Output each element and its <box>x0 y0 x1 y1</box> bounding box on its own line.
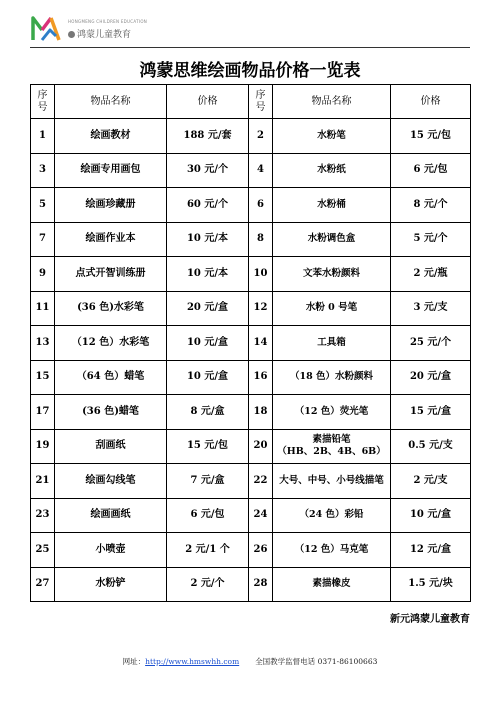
row-number <box>249 429 273 464</box>
item-price-text: 2 元/个 <box>190 578 225 590</box>
row-number-text: 10 <box>253 267 268 279</box>
column-header-price: 价格 <box>167 85 249 119</box>
item-name <box>273 188 391 223</box>
row-number <box>31 429 55 464</box>
table-row <box>31 567 471 602</box>
item-price-text: 2 元/支 <box>413 474 448 486</box>
row-number <box>31 395 55 430</box>
item-price-text: 6 元/包 <box>413 164 448 176</box>
row-number <box>31 533 55 568</box>
row-number <box>249 326 273 361</box>
item-name-text: 大号、中号、小号线描笔 <box>279 474 384 486</box>
item-name <box>273 119 391 154</box>
item-name <box>273 533 391 568</box>
item-name <box>273 395 391 430</box>
column-header-number: 序号 <box>31 85 55 119</box>
item-price-text: 15 元/包 <box>186 440 229 452</box>
item-name-text: (36 色)水彩笔 <box>77 302 144 314</box>
item-name-text: 水粉铲 <box>95 578 126 590</box>
item-name <box>55 533 167 568</box>
column-header-number-2: 序号 <box>249 85 273 119</box>
item-name-text: （24 色）彩铅 <box>299 509 364 521</box>
item-name <box>55 360 167 395</box>
item-price <box>167 188 249 223</box>
table-header-row <box>31 85 471 119</box>
item-name-text: 绘画珍藏册 <box>85 198 136 210</box>
item-name-text: （12 色）水彩笔 <box>71 336 150 348</box>
item-price-text: 5 元/个 <box>413 233 448 245</box>
column-header-price-2: 价格 <box>391 85 471 119</box>
table-row <box>31 464 471 499</box>
item-name-text: （12 色）荧光笔 <box>294 405 369 417</box>
document-header <box>30 12 470 48</box>
row-number-text: 24 <box>253 509 268 521</box>
item-price-text: 15 元/盒 <box>409 405 452 417</box>
item-name <box>55 153 167 188</box>
row-number <box>31 257 55 292</box>
item-name <box>55 222 167 257</box>
table-row <box>31 498 471 533</box>
row-number-text: 5 <box>39 198 46 210</box>
item-name-text: 水粉桶 <box>317 198 346 210</box>
item-name <box>55 429 167 464</box>
row-number <box>31 291 55 326</box>
item-name <box>55 567 167 602</box>
table-row <box>31 188 471 223</box>
item-price <box>167 429 249 464</box>
item-price <box>391 395 471 430</box>
item-price-text: 10 元/盒 <box>409 509 452 521</box>
item-price-text: 8 元/盒 <box>190 405 225 417</box>
item-name-text: 点式开智训练册 <box>75 267 146 279</box>
item-price-text: 2 元/瓶 <box>413 267 448 279</box>
item-name <box>273 429 391 464</box>
item-name-text: 水粉纸 <box>317 164 346 176</box>
item-name <box>273 464 391 499</box>
row-number-text: 28 <box>253 578 268 590</box>
item-price <box>391 257 471 292</box>
item-name-text: 刮画纸 <box>95 440 126 452</box>
item-name-text: （12 色）马克笔 <box>294 543 369 555</box>
brand-chinese-name <box>68 27 131 40</box>
item-price-text: 10 元/本 <box>186 267 229 279</box>
item-name-text: （18 色）水粉颜料 <box>289 371 374 383</box>
row-number-text: 22 <box>253 474 268 486</box>
row-number-text: 7 <box>39 233 46 245</box>
item-name-text: 工具箱 <box>317 336 346 348</box>
row-number <box>249 498 273 533</box>
item-price-text: 60 元/个 <box>186 198 229 210</box>
item-name <box>273 326 391 361</box>
item-price-text: 30 元/个 <box>186 164 229 176</box>
row-number <box>249 464 273 499</box>
item-price <box>167 119 249 154</box>
item-price-text: 10 元/盒 <box>186 371 229 383</box>
item-price <box>391 360 471 395</box>
item-name <box>55 291 167 326</box>
item-price-text: 15 元/包 <box>409 129 452 141</box>
row-number <box>31 188 55 223</box>
item-price <box>167 395 249 430</box>
row-number-text: 17 <box>35 405 50 417</box>
item-name-sub-text: （HB、2B、4B、6B） <box>277 446 386 458</box>
page-title: 鸿蒙思维绘画物品价格一览表 <box>139 61 361 81</box>
row-number-text: 6 <box>257 198 264 210</box>
row-number <box>249 291 273 326</box>
table-row <box>31 360 471 395</box>
website-link[interactable]: http://www.hmswhh.com <box>145 657 240 666</box>
row-number-text: 1 <box>39 129 46 141</box>
row-number-text: 2 <box>257 129 264 141</box>
row-number <box>31 326 55 361</box>
item-price-text: 7 元/盒 <box>190 474 225 486</box>
row-number-text: 12 <box>253 302 268 314</box>
row-number <box>249 533 273 568</box>
item-price-text: 10 元/盒 <box>186 336 229 348</box>
item-name-text: 水粉 0 号笔 <box>305 302 358 314</box>
row-number-text: 11 <box>35 302 50 314</box>
item-name-text: 绘画作业本 <box>85 233 136 245</box>
table-row <box>31 533 471 568</box>
table-row <box>31 119 471 154</box>
row-number-text: 21 <box>35 474 50 486</box>
item-name <box>273 498 391 533</box>
brand-dot-icon <box>68 31 75 38</box>
item-price <box>391 188 471 223</box>
row-number <box>249 222 273 257</box>
item-price <box>391 291 471 326</box>
item-name-text: 绘画专用画包 <box>80 164 141 176</box>
item-name-text: 小喷壶 <box>95 543 126 555</box>
row-number-text: 14 <box>253 336 268 348</box>
row-number-text: 25 <box>35 543 50 555</box>
row-number <box>249 257 273 292</box>
item-price <box>167 257 249 292</box>
item-name <box>273 567 391 602</box>
item-price <box>391 498 471 533</box>
row-number <box>31 222 55 257</box>
item-price <box>167 464 249 499</box>
item-price-text: 10 元/本 <box>186 233 229 245</box>
price-table <box>30 84 471 602</box>
item-price <box>391 567 471 602</box>
item-price <box>167 498 249 533</box>
website-label: 网址： <box>122 657 146 666</box>
item-name <box>55 257 167 292</box>
row-number <box>31 360 55 395</box>
item-price-text: 20 元/盒 <box>409 371 452 383</box>
column-header-item: 物品名称 <box>55 85 167 119</box>
row-number <box>249 119 273 154</box>
item-name <box>55 326 167 361</box>
item-price-text: 2 元/1 个 <box>185 543 230 555</box>
item-name-text: 绘画教材 <box>90 129 131 141</box>
item-name-text: 素描铅笔 <box>312 434 351 446</box>
row-number-text: 20 <box>253 440 268 452</box>
table-body <box>31 119 471 602</box>
item-price <box>391 153 471 188</box>
item-name <box>273 291 391 326</box>
row-number-text: 4 <box>257 164 264 176</box>
row-number <box>31 498 55 533</box>
row-number <box>249 188 273 223</box>
item-price-text: 1.5 元/块 <box>408 578 453 590</box>
item-name <box>55 188 167 223</box>
item-price <box>167 533 249 568</box>
row-number-text: 27 <box>35 578 50 590</box>
item-name-text: 水粉笔 <box>317 129 346 141</box>
item-name <box>55 464 167 499</box>
item-price <box>167 153 249 188</box>
row-number <box>249 360 273 395</box>
row-number-text: 8 <box>257 233 264 245</box>
item-price-text: 8 元/个 <box>413 198 448 210</box>
table-row <box>31 257 471 292</box>
item-name <box>273 153 391 188</box>
item-price <box>167 567 249 602</box>
brand-chinese-text: 鸿蒙儿童教育 <box>77 30 132 40</box>
item-name <box>55 395 167 430</box>
item-name-text: 水粉调色盒 <box>307 233 356 245</box>
brand-english-name: HONGMENG CHILDREN EDUCATION <box>68 19 148 24</box>
item-name <box>55 498 167 533</box>
item-price-text: 6 元/包 <box>190 509 225 521</box>
item-price <box>167 360 249 395</box>
item-price <box>391 326 471 361</box>
table-row <box>31 153 471 188</box>
row-number-text: 16 <box>253 371 268 383</box>
item-price-text: 20 元/盒 <box>186 302 229 314</box>
row-number-text: 9 <box>39 267 46 279</box>
item-price-text: 0.5 元/支 <box>408 440 453 452</box>
item-price <box>391 464 471 499</box>
signature-organization: 新元鸿蒙儿童教育 <box>390 614 470 625</box>
item-price-text: 25 元/个 <box>409 336 452 348</box>
item-name-text: (36 色)蜡笔 <box>82 405 139 417</box>
item-price <box>167 291 249 326</box>
row-number <box>31 567 55 602</box>
item-price-text: 12 元/盒 <box>409 543 452 555</box>
item-price <box>167 326 249 361</box>
table-row <box>31 429 471 464</box>
row-number-text: 23 <box>35 509 50 521</box>
row-number-text: 13 <box>35 336 50 348</box>
row-number-text: 26 <box>253 543 268 555</box>
row-number-text: 3 <box>39 164 46 176</box>
item-name-text: 素描橡皮 <box>312 578 351 590</box>
item-name-text: 文苯水粉颜料 <box>302 267 360 279</box>
row-number <box>249 153 273 188</box>
supervision-phone: 全国教学监督电话 0371-86100663 <box>255 657 378 666</box>
item-price <box>167 222 249 257</box>
row-number <box>31 119 55 154</box>
item-price-text: 188 元/套 <box>183 129 232 141</box>
item-price <box>391 533 471 568</box>
item-name <box>55 119 167 154</box>
column-header-item-2: 物品名称 <box>273 85 391 119</box>
row-number <box>31 153 55 188</box>
item-name <box>273 360 391 395</box>
table-row <box>31 222 471 257</box>
row-number-text: 19 <box>35 440 50 452</box>
table-row <box>31 326 471 361</box>
row-number <box>31 464 55 499</box>
row-number <box>249 395 273 430</box>
row-number-text: 15 <box>35 371 50 383</box>
row-number-text: 18 <box>253 405 268 417</box>
item-price <box>391 222 471 257</box>
table-row <box>31 291 471 326</box>
item-name <box>273 257 391 292</box>
item-name-text: 绘画画纸 <box>90 509 131 521</box>
item-price <box>391 119 471 154</box>
item-name-text: （64 色）蜡笔 <box>76 371 145 383</box>
item-name-text: 绘画勾线笔 <box>85 474 136 486</box>
header-divider <box>30 47 470 48</box>
hongmeng-logo-icon <box>30 12 62 44</box>
item-price-text: 3 元/支 <box>413 302 448 314</box>
item-name <box>273 222 391 257</box>
item-price <box>391 429 471 464</box>
row-number <box>249 567 273 602</box>
table-row <box>31 395 471 430</box>
page-footer <box>0 656 500 667</box>
